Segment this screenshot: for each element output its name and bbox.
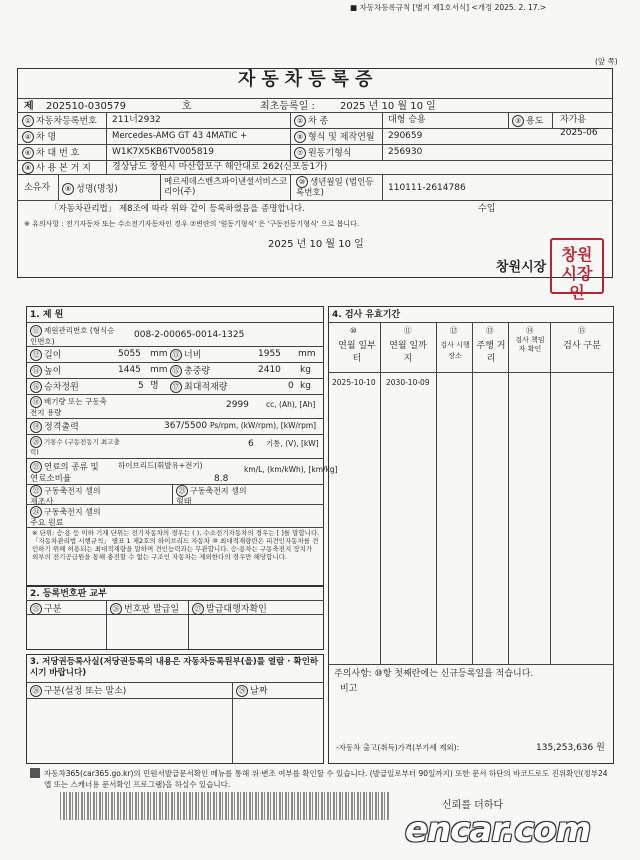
circled-number-icon: ② — [294, 115, 306, 127]
car-name-label: ④ 차 명 — [22, 131, 56, 144]
income-mark: 수입 — [478, 204, 496, 214]
circled-number-icon: ③ — [512, 115, 524, 127]
plate-col-agent: ㉗ 발급대행자확인 — [192, 603, 267, 616]
circled-number-icon: ④ — [22, 131, 34, 143]
vin-label: ⑥ 차 대 번 호 — [22, 147, 79, 160]
circled-number-icon: ㉓ — [176, 485, 188, 497]
load-unit: kg — [300, 381, 311, 391]
engine-label: ⑦ 원동기형식 — [294, 147, 351, 160]
place-value: 경상남도 창원시 마산합포구 해안대로 262(신포동1가) — [112, 162, 328, 172]
owner-id-value: 110111-2614786 — [388, 183, 466, 193]
first-reg-value: 2025 년 10 월 10 일 — [340, 101, 436, 112]
circled-number-icon: ⑮ — [578, 326, 586, 335]
owner-id-label: ⑩ 생년월일 (법인등록번호) — [296, 177, 374, 198]
circled-number-icon: ⑯ — [30, 381, 42, 393]
verify-notice: 자동차365(car365.go.kr)의 민원서발급문서확인 메뉴를 통해 위·변조 여부를 확인할 수 있습니다. (발급일로부터 90일까지) 또한 문서 하단의 바코드로도 진위확인(정부24 앱 또는 스캐너용 문서확인 프로그램)을 하실수 있습니다. — [44, 769, 608, 789]
mgmt-value: 008-2-00065-0014-1325 — [134, 330, 245, 340]
circled-number-icon: ⑫ — [450, 326, 458, 335]
circled-number-icon: ⑪ — [30, 325, 42, 337]
encar-logo: encar.com — [405, 810, 591, 850]
rule-reference: ■ 자동차등록규칙 [별지 제1호서식] <개정 2025. 2. 17.> — [350, 3, 547, 12]
circled-number-icon: ⑰ — [170, 381, 182, 393]
bat-maker-label: ㉒ 구동축전지 셀의 제조사 — [30, 486, 101, 506]
height-unit: mm — [150, 365, 168, 375]
insp-header-to: 연월 일까지 — [389, 341, 427, 364]
circled-number-icon: ⑳ — [30, 436, 42, 448]
circled-number-icon: ⑭ — [30, 365, 42, 377]
inspection-title: 4. 검사 유효기간 — [332, 310, 401, 320]
circled-number-icon: ㉖ — [110, 603, 122, 615]
bat-material-label: ㉔ 구동축전지 셀의 주요 원료 — [30, 507, 101, 527]
insp-header-place: 검사 시행장소 — [440, 341, 470, 360]
power-unit: Ps/rpm, (kW/rpm), [kW/rpm] — [210, 421, 317, 430]
circled-number-icon: ⑧ — [22, 162, 34, 174]
weight-unit: kg — [300, 365, 311, 375]
disp-unit: cc, (Ah), [Ah] — [266, 400, 316, 409]
issuer: 창원시장 — [496, 260, 547, 275]
price-value: 135,253,636 원 — [536, 743, 605, 753]
first-reg-label: 최초등록일 : — [260, 101, 315, 112]
use-label: ③ 용도 — [512, 115, 543, 128]
remarks-label: 비고 — [340, 684, 358, 694]
page-title: 자동차등록증 — [238, 69, 379, 90]
seats-label: ⑯ 승차정원 — [30, 381, 79, 394]
statement: 「자동차관리법」 제8조에 따라 위와 같이 등록하였음을 증명합니다. — [50, 204, 305, 214]
width-value: 1955 — [258, 349, 281, 359]
trust-text: 신뢰를 더하다 — [442, 800, 504, 811]
reg-ho: 호 — [182, 101, 192, 112]
weight-value: 2410 — [258, 365, 281, 375]
fuel-value: 하이브리드(휘발유+전기) — [118, 461, 203, 470]
power-label: ⑲ 정격출력 — [30, 421, 79, 434]
circled-number-icon: ⑨ — [62, 183, 74, 195]
fuel-efficiency: 8.8 — [214, 474, 229, 484]
length-label: ⑫ 길이 — [30, 349, 61, 362]
cyl-value: 6 — [248, 439, 254, 449]
seats-value: 5 — [138, 381, 144, 391]
circled-number-icon: ㉔ — [30, 506, 42, 518]
load-label: ⑰ 최대적재량 — [170, 381, 227, 394]
circled-number-icon: ㉒ — [30, 485, 42, 497]
mgmt-label: ⑪ 제원관리번호 (형식승인번호) — [30, 326, 115, 346]
issue-date: 2025 년 10 월 10 일 — [268, 239, 364, 250]
reg-no-label: 제 — [24, 101, 34, 112]
disp-label: ⑱ 배기량 또는 구동축전지 용량 — [30, 397, 107, 417]
circled-number-icon: ⑬ — [486, 326, 494, 335]
circled-number-icon: ㉙ — [236, 685, 248, 697]
circled-number-icon: ⑪ — [404, 326, 412, 335]
circled-number-icon: ⑦ — [294, 147, 306, 159]
model-value: 290659 — [388, 131, 423, 141]
circled-number-icon: ⑩ — [296, 176, 308, 188]
load-value: 0 — [288, 381, 294, 391]
circled-number-icon: ㉘ — [30, 685, 42, 697]
insp-header-from: 연월 일부터 — [338, 341, 376, 364]
barcode-icon — [30, 768, 40, 778]
barcode-icon — [60, 792, 390, 820]
circled-number-icon: ⑥ — [22, 147, 34, 159]
width-unit: mm — [298, 349, 316, 359]
model-date: 2025-06 — [560, 128, 598, 138]
cyl-unit: 기통, (V), [kW] — [266, 439, 319, 448]
circled-number-icon: ⑤ — [294, 131, 306, 143]
owner-name-value: 메르세데스벤츠파이낸셜서비스코리아(주) — [164, 177, 288, 197]
model-label: ⑤ 형식 및 제작연월 — [294, 131, 375, 144]
length-unit: mm — [150, 349, 168, 359]
fuel-label: ㉑ 연료의 종류 및 연료소비율 — [30, 462, 99, 484]
circled-number-icon: ㉗ — [192, 603, 204, 615]
insp-to-value: 2030-10-09 — [386, 378, 430, 387]
use-value: 자가용 — [560, 115, 587, 125]
plate-title: 2. 등록번호판 교부 — [30, 589, 107, 599]
vin-value: W1K7X5KB6TV005819 — [112, 147, 214, 157]
circled-number-icon: ⑱ — [30, 396, 42, 408]
disp-value: 2999 — [226, 400, 249, 410]
power-value: 367/5500 — [164, 421, 208, 431]
weight-label: ⑮ 총중량 — [170, 365, 210, 378]
owner-label: 소유자 — [24, 183, 51, 193]
circled-number-icon: ⑩ — [350, 326, 357, 335]
seats-unit: 명 — [150, 381, 159, 391]
plate-col-date: ㉖ 번호판 발급일 — [110, 603, 179, 616]
spec-footnote: ※ 단위: 승·용 등 이하 기재 단위는 전기자동차의 경우는 ( ), 수소전기자동차의 경우는 [ ]를 말합니다. 「자동차관리법 시행규칙」 별표 1 제2호의 하이브리드 자동차 ⑩ 최대적재량란은 피견인자동차를 견인하기 위해 허용되는 최대적재량을 말하며 견인능력과는 무관합니다. 승·용차는 구동축전지 장치가 외부의 전기공급원을 통해 충전할 수 없는 구조인 자동차는 제외한다의 경우만 해당합니다. — [32, 529, 320, 561]
width-label: ⑬ 너비 — [170, 349, 201, 362]
bat-form-label: ㉓ 구동축전지 셀의 형태 — [176, 486, 247, 506]
car-name-value: Mercedes-AMG GT 43 4MATIC + — [112, 131, 248, 141]
car-type-value: 대형 승용 — [388, 115, 426, 125]
circled-number-icon: ㉑ — [30, 461, 42, 473]
reg-number-label: ① 자동차등록번호 — [22, 115, 97, 128]
lien-col-type: ㉘ 구분(설정 또는 말소) — [30, 685, 126, 698]
insp-header-officer: 검사 책임자 확인 — [515, 336, 545, 353]
insp-header-kind: 검사 구분 — [563, 341, 601, 351]
engine-value: 256930 — [388, 147, 423, 157]
insp-caution: 주의사항: ⑩항 첫째란에는 신규등록일을 적습니다. — [334, 669, 534, 679]
reg-no-value: 202510-030579 — [46, 101, 126, 112]
circled-number-icon: ⑭ — [526, 326, 534, 335]
length-value: 5055 — [118, 349, 141, 359]
plate-col-type: ㉕ 구분 — [30, 603, 61, 616]
insp-header-mileage: 주행 거리 — [476, 341, 506, 364]
price-label: -자동차 출고(취득)가격(부가세 제외): — [336, 743, 460, 752]
height-label: ⑭ 높이 — [30, 365, 61, 378]
circled-number-icon: ⑲ — [30, 421, 42, 433]
circled-number-icon: ⑫ — [30, 349, 42, 361]
place-label: ⑧ 사 용 본 거 지 — [22, 162, 91, 175]
height-value: 1445 — [118, 365, 141, 375]
seal-icon: 창원시장인 — [550, 238, 604, 294]
owner-name-label: ⑨ 성명(명칭) — [62, 183, 118, 196]
reg-number-value: 211너2932 — [112, 115, 161, 125]
lien-title: 3. 저당권등록사실(저당권등록의 내용은 자동차등록원부(을)를 열람 · 확인하시기 바랍니다) — [30, 657, 319, 678]
notice: ※ 유의사항 : 전기자동차 또는 수소전기자동차인 경우 ⑦변란의 '원동기형식' 은 '구동전동기형식' 으로 봅니다. — [24, 220, 360, 228]
inspection-section — [328, 306, 614, 764]
circled-number-icon: ⑬ — [170, 349, 182, 361]
circled-number-icon: ① — [22, 115, 34, 127]
insp-from-value: 2025-10-10 — [332, 378, 376, 387]
lien-col-date: ㉙ 날짜 — [236, 685, 267, 698]
circled-number-icon: ⑮ — [170, 365, 182, 377]
front-mark: (앞 쪽) — [595, 57, 618, 66]
cyl-label: ⑳ 기통수 (구동전동기 최고출력) — [30, 438, 120, 456]
spec-title: 1. 제 원 — [30, 310, 64, 320]
fuel-unit: km/L, (km/kWh), [km/kg] — [244, 465, 338, 474]
car-type-label: ② 차 종 — [294, 115, 328, 128]
circled-number-icon: ㉕ — [30, 603, 42, 615]
